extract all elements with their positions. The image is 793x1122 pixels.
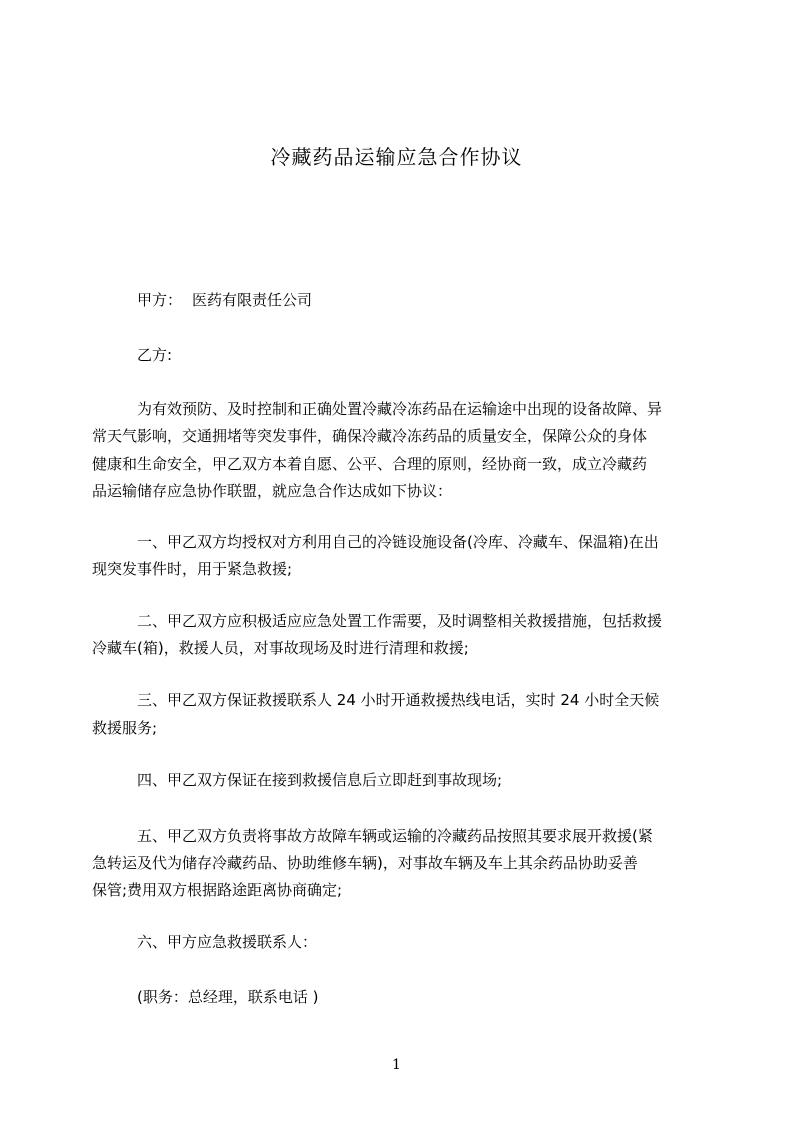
- party-b-label: 乙方:: [137, 346, 173, 364]
- page-number: 1: [392, 1057, 401, 1073]
- party-a-name: 医药有限责任公司: [192, 291, 313, 309]
- party-a-label: 甲方：: [137, 291, 183, 309]
- document-title: 冷藏药品运输应急合作协议: [270, 145, 523, 169]
